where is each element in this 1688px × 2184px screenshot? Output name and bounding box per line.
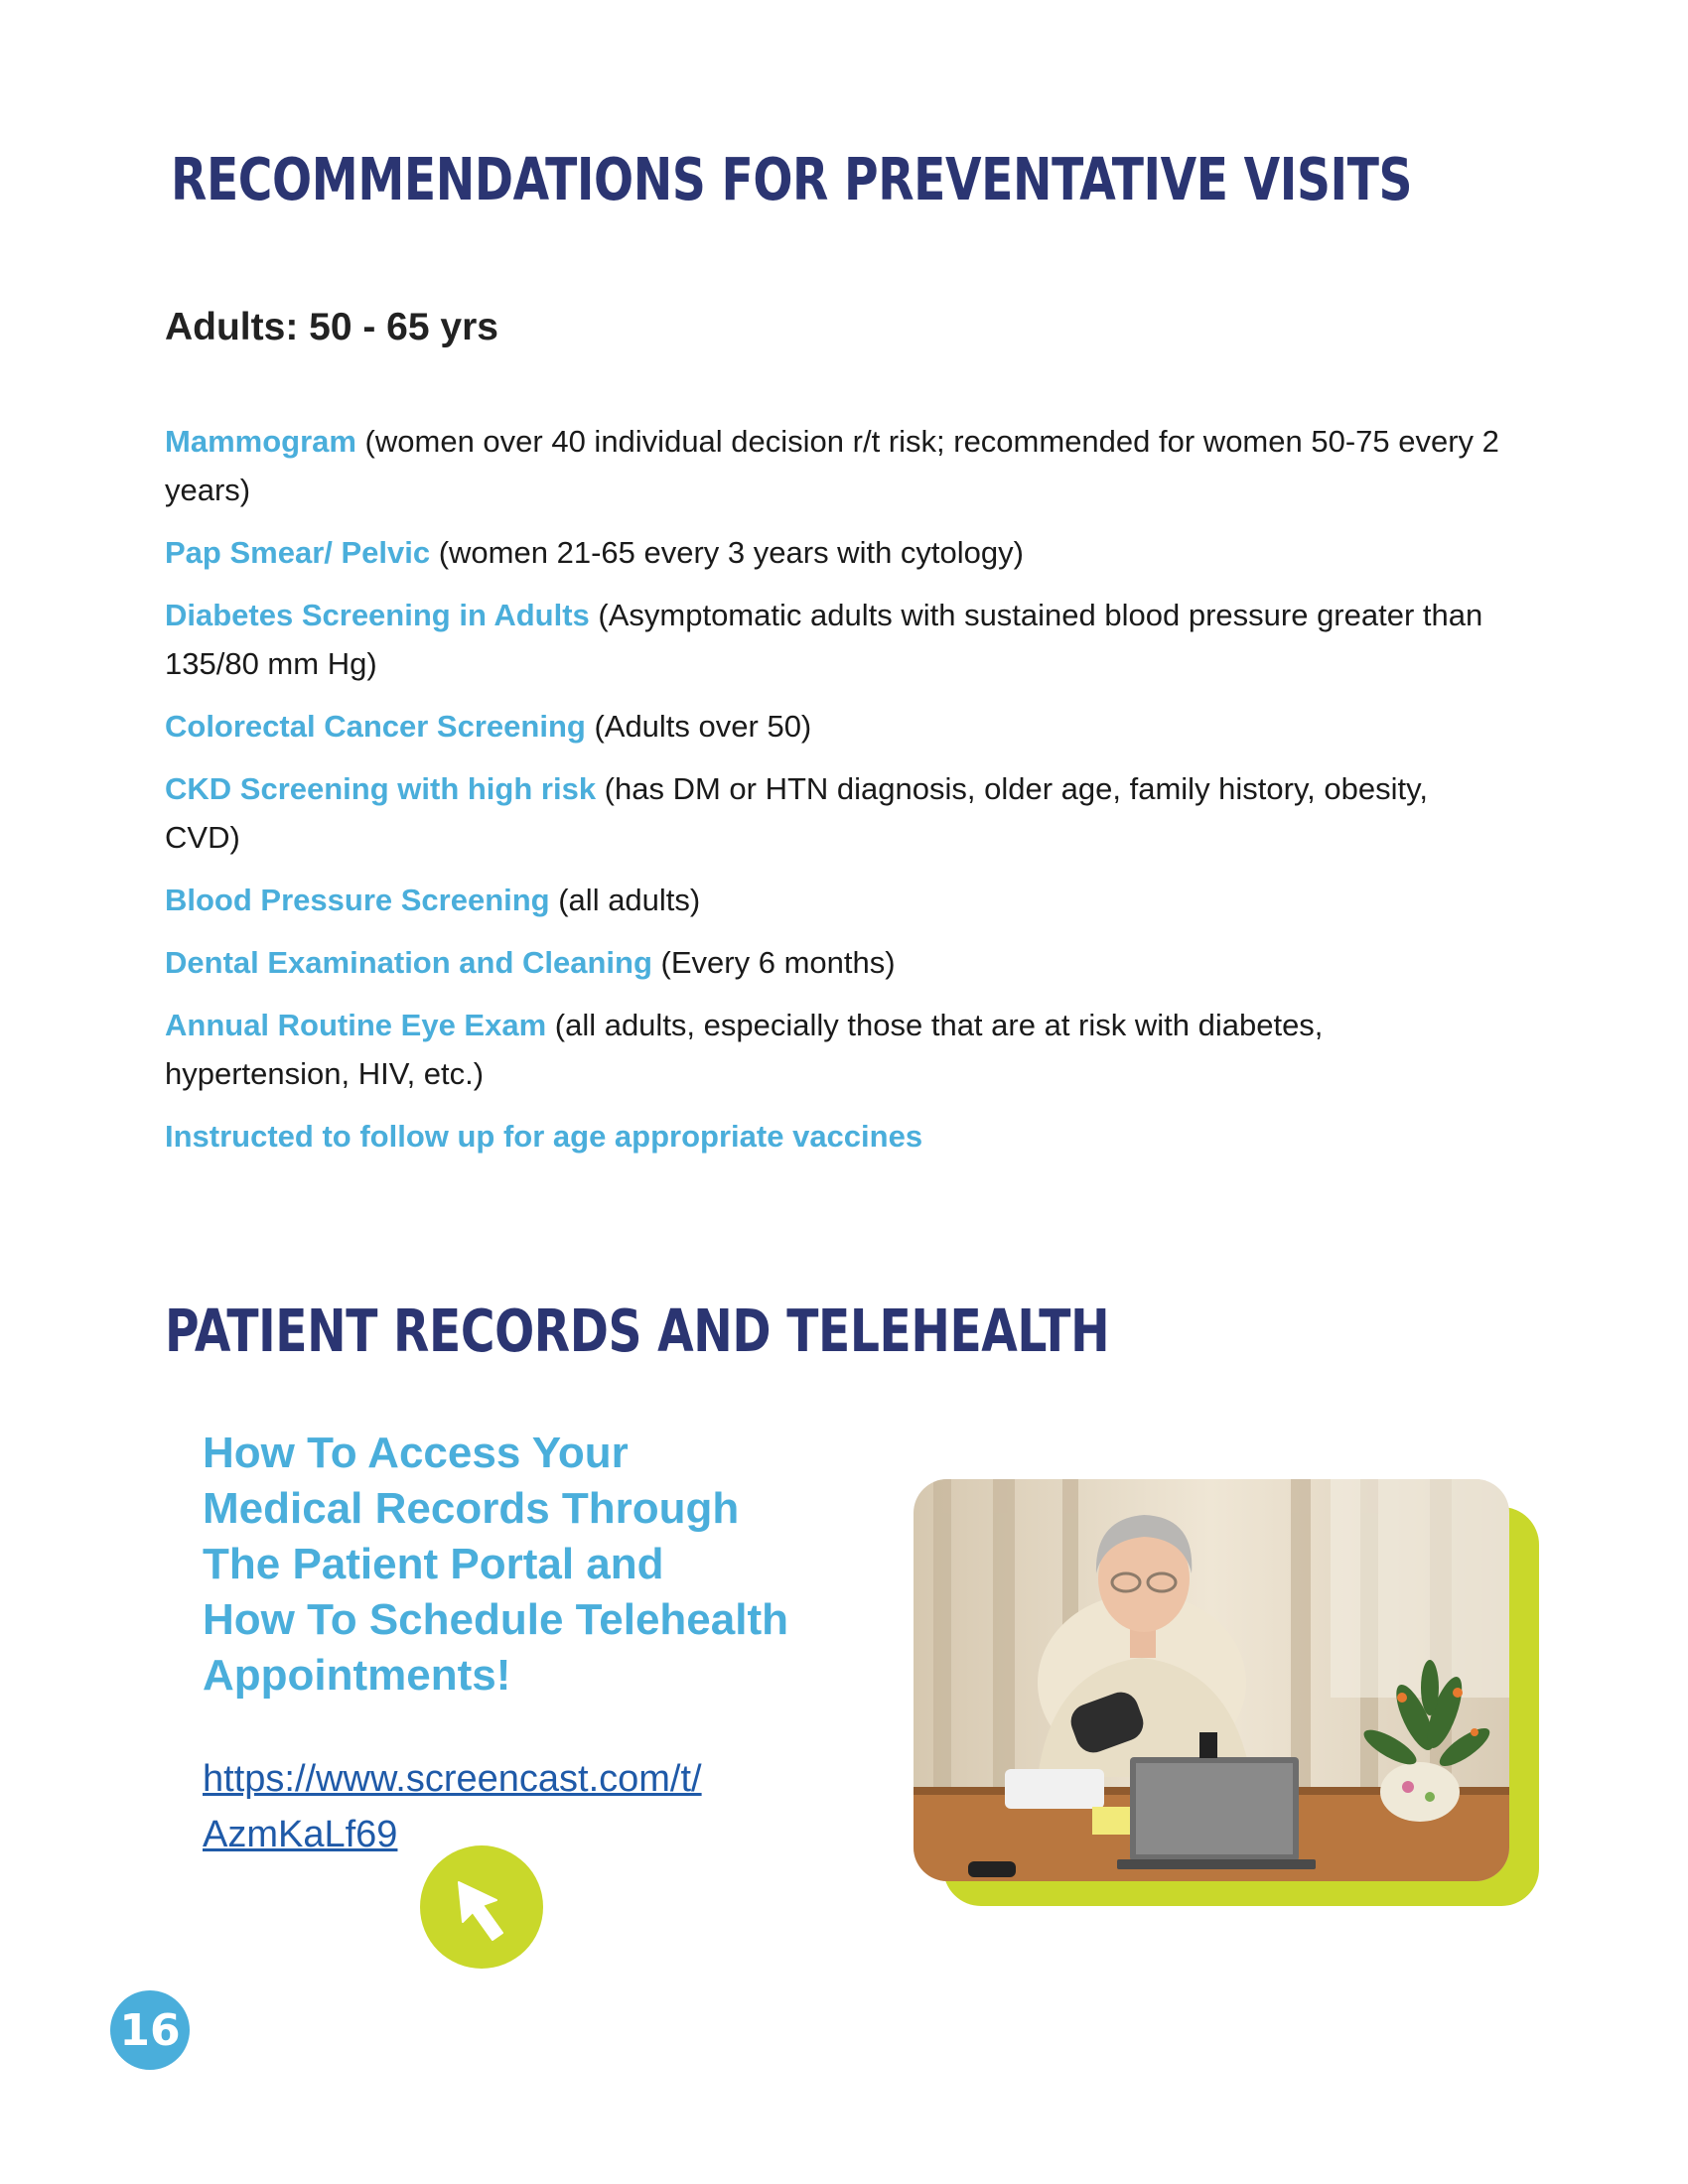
item-description: (Adults over 50): [585, 709, 812, 744]
item-term: CKD Screening with high risk: [165, 771, 597, 806]
access-line: Medical Records Through: [203, 1484, 740, 1533]
access-line: How To Access Your: [203, 1429, 629, 1477]
section-title-recommendations: RECOMMENDATIONS FOR PREVENTATIVE VISITS: [171, 145, 1413, 213]
list-item: [165, 1001, 1505, 1098]
cursor-arrow-icon: [419, 1844, 544, 1970]
page-number-badge: 16: [110, 1990, 190, 2070]
link-line[interactable]: https://www.screencast.com/t/: [203, 1758, 702, 1800]
list-item: [165, 417, 1505, 514]
item-term: Mammogram: [165, 424, 356, 459]
item-description: (Asymptomatic adults with sustained blood pressure greater than 135/80 mm Hg): [165, 598, 1483, 681]
access-line: Appointments!: [203, 1651, 511, 1700]
access-line: The Patient Portal and: [203, 1540, 664, 1588]
item-description: (all adults, especially those that are at risk with diabetes, hypertension, HIV, etc.): [165, 1008, 1324, 1091]
list-item: [165, 1112, 1505, 1160]
item-description: (women over 40 individual decision r/t risk; recommended for women 50-75 every 2 years): [165, 424, 1499, 507]
item-term: Annual Routine Eye Exam: [165, 1008, 547, 1042]
patient-telehealth-photo: [914, 1479, 1539, 1906]
item-term: Diabetes Screening in Adults: [165, 598, 590, 632]
item-term: Colorectal Cancer Screening: [165, 709, 586, 744]
item-description: (women 21-65 every 3 years with cytology): [430, 535, 1024, 570]
item-term: Pap Smear/ Pelvic: [165, 535, 431, 570]
list-item: [165, 764, 1505, 862]
item-term: Dental Examination and Cleaning: [165, 945, 652, 980]
list-item: [165, 528, 1505, 577]
list-item: [165, 591, 1505, 688]
item-term: Blood Pressure Screening: [165, 883, 550, 917]
item-description: (all adults): [549, 883, 701, 917]
list-item: [165, 702, 1505, 751]
list-item: [165, 876, 1505, 924]
item-term: Instructed to follow up for age appropriate vaccines: [165, 1119, 923, 1154]
access-instructions-heading: [203, 1426, 878, 1704]
list-item: [165, 938, 1505, 987]
link-line[interactable]: AzmKaLf69: [203, 1814, 398, 1855]
item-description: (has DM or HTN diagnosis, older age, family history, obesity, CVD): [165, 771, 1428, 855]
item-description: (Every 6 months): [651, 945, 896, 980]
recommendations-list: [165, 417, 1505, 1174]
section-title-patient-records: PATIENT RECORDS AND TELEHEALTH: [165, 1297, 1110, 1365]
age-group-subtitle: Adults: 50 - 65 yrs: [165, 306, 498, 348]
access-line: How To Schedule Telehealth: [203, 1595, 789, 1644]
